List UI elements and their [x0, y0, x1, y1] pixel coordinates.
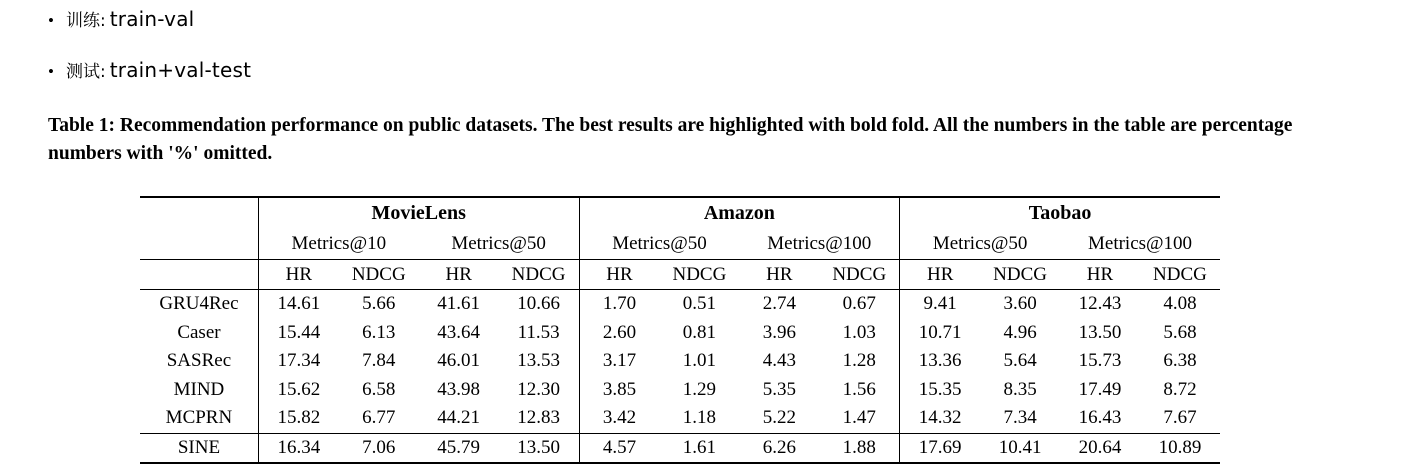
column-header: HR — [900, 260, 980, 290]
cell: 1.29 — [682, 378, 717, 400]
bullet-icon: • — [48, 11, 54, 30]
cell: 6.58 — [362, 378, 396, 400]
cell: 3.60 — [980, 290, 1060, 319]
cell: 17.49 — [1078, 378, 1122, 400]
bullet-label: 测试: — [66, 62, 106, 82]
cell: 15.62 — [258, 376, 338, 405]
list-item — [48, 57, 948, 82]
table-row — [140, 319, 1220, 348]
cell: 10.71 — [900, 319, 980, 348]
cell: 7.06 — [339, 433, 419, 463]
cell: 3.85 — [579, 376, 659, 405]
cell: 15.35 — [900, 376, 980, 405]
cell: 1.61 — [659, 433, 739, 463]
list-item — [48, 6, 948, 31]
corner-cell — [140, 229, 258, 260]
cell: 2.60 — [579, 319, 659, 348]
cell: 3.42 — [579, 404, 659, 433]
table-row — [140, 376, 1220, 405]
cell: 1.28 — [842, 350, 876, 372]
metric-header: Metrics@50 — [579, 229, 739, 260]
column-header: NDCG — [499, 260, 579, 290]
dataset-header-amazon: Amazon — [579, 197, 900, 229]
cell: 13.50 — [1078, 321, 1122, 343]
cell: 12.83 — [517, 407, 560, 429]
cell: 20.64 — [1060, 433, 1140, 463]
cell: 44.21 — [437, 407, 481, 429]
row-label: SINE — [140, 433, 258, 463]
table-caption: Table 1: Recommendation performance on public datasets. The best results are highlighted with bold fold. All the numbers in the table are percentage numbers with '%' omitted. — [48, 115, 1293, 164]
column-header: HR — [258, 260, 338, 290]
table-header-metrics — [140, 229, 1220, 260]
cell: 10.89 — [1140, 433, 1220, 463]
column-header: HR — [419, 260, 499, 290]
row-label: MIND — [173, 378, 225, 400]
cell: 0.81 — [682, 321, 717, 343]
column-header: HR — [579, 260, 659, 290]
cell: 13.36 — [900, 347, 980, 376]
cell: 14.32 — [900, 404, 980, 433]
metric-header: Metrics@10 — [258, 229, 418, 260]
cell: 43.98 — [437, 378, 481, 400]
row-label: SASRec — [166, 350, 232, 372]
cell: 45.79 — [419, 433, 499, 463]
cell: 0.51 — [659, 290, 739, 319]
cell: 3.17 — [579, 347, 659, 376]
cell: 7.84 — [362, 350, 396, 372]
cell: 1.70 — [579, 290, 659, 319]
cell: 6.13 — [362, 321, 396, 343]
table-row — [140, 290, 1220, 319]
cell: 46.01 — [437, 350, 481, 372]
column-header: NDCG — [1140, 260, 1220, 290]
cell: 10.41 — [980, 433, 1060, 463]
cell: 4.43 — [762, 350, 796, 372]
table-row — [140, 404, 1220, 433]
cell: 5.66 — [339, 290, 419, 319]
cell: 12.43 — [1060, 290, 1140, 319]
cell: 5.22 — [762, 407, 796, 429]
metric-header: Metrics@100 — [1088, 233, 1193, 254]
cell: 1.01 — [682, 350, 717, 372]
metric-header: Metrics@50 — [900, 229, 1060, 260]
cell: 1.88 — [819, 433, 899, 463]
metric-header: Metrics@50 — [451, 233, 546, 254]
cell: 10.66 — [499, 290, 579, 319]
cell: 11.53 — [517, 321, 560, 343]
cell: 15.44 — [258, 319, 338, 348]
column-header: HR — [1060, 260, 1140, 290]
bullet-value: train+val-test — [109, 58, 252, 82]
cell: 1.47 — [842, 407, 876, 429]
cell: 1.03 — [842, 321, 876, 343]
cell: 16.34 — [258, 433, 338, 463]
cell: 5.68 — [1163, 321, 1197, 343]
cell: 5.64 — [1003, 350, 1037, 372]
cell: 8.35 — [1003, 378, 1037, 400]
table-header-columns — [140, 260, 1220, 290]
row-label: GRU4Rec — [140, 290, 258, 319]
cell: 6.38 — [1163, 350, 1197, 372]
column-header: NDCG — [659, 260, 739, 290]
cell: 17.69 — [900, 433, 980, 463]
bullet-value: train-val — [109, 7, 195, 31]
column-header: NDCG — [339, 260, 419, 290]
cell: 13.50 — [499, 433, 579, 463]
column-header: NDCG — [980, 260, 1060, 290]
cell: 5.35 — [762, 378, 796, 400]
cell: 3.96 — [762, 321, 796, 343]
column-header: NDCG — [819, 260, 899, 290]
corner-cell — [140, 260, 258, 290]
cell: 1.18 — [682, 407, 717, 429]
cell: 43.64 — [437, 321, 481, 343]
cell: 16.43 — [1078, 407, 1122, 429]
row-label: Caser — [177, 321, 221, 343]
cell: 4.57 — [579, 433, 659, 463]
corner-cell — [140, 197, 258, 229]
table-header-datasets — [140, 197, 1220, 229]
cell: 17.34 — [258, 347, 338, 376]
metric-header: Metrics@100 — [767, 233, 872, 254]
cell: 0.67 — [819, 290, 899, 319]
column-header: HR — [739, 260, 819, 290]
bullet-label: 训练: — [66, 11, 106, 31]
dataset-header-movielens: MovieLens — [258, 197, 579, 229]
cell: 15.82 — [258, 404, 338, 433]
cell: 8.72 — [1163, 378, 1197, 400]
cell: 7.34 — [1003, 407, 1037, 429]
performance-table — [140, 196, 1220, 464]
table-row — [140, 433, 1220, 463]
bullet-list — [48, 6, 948, 108]
cell: 4.08 — [1140, 290, 1220, 319]
cell: 15.73 — [1078, 350, 1122, 372]
cell: 41.61 — [419, 290, 499, 319]
cell: 6.26 — [739, 433, 819, 463]
cell: 4.96 — [1003, 321, 1037, 343]
cell: 13.53 — [517, 350, 560, 372]
row-label: MCPRN — [165, 407, 233, 429]
bullet-icon: • — [48, 62, 54, 81]
cell: 7.67 — [1163, 407, 1197, 429]
cell: 1.56 — [842, 378, 876, 400]
table-row — [140, 347, 1220, 376]
cell: 9.41 — [900, 290, 980, 319]
cell: 14.61 — [258, 290, 338, 319]
dataset-header-taobao: Taobao — [900, 197, 1220, 229]
cell: 6.77 — [362, 407, 396, 429]
cell: 2.74 — [739, 290, 819, 319]
cell: 12.30 — [517, 378, 560, 400]
